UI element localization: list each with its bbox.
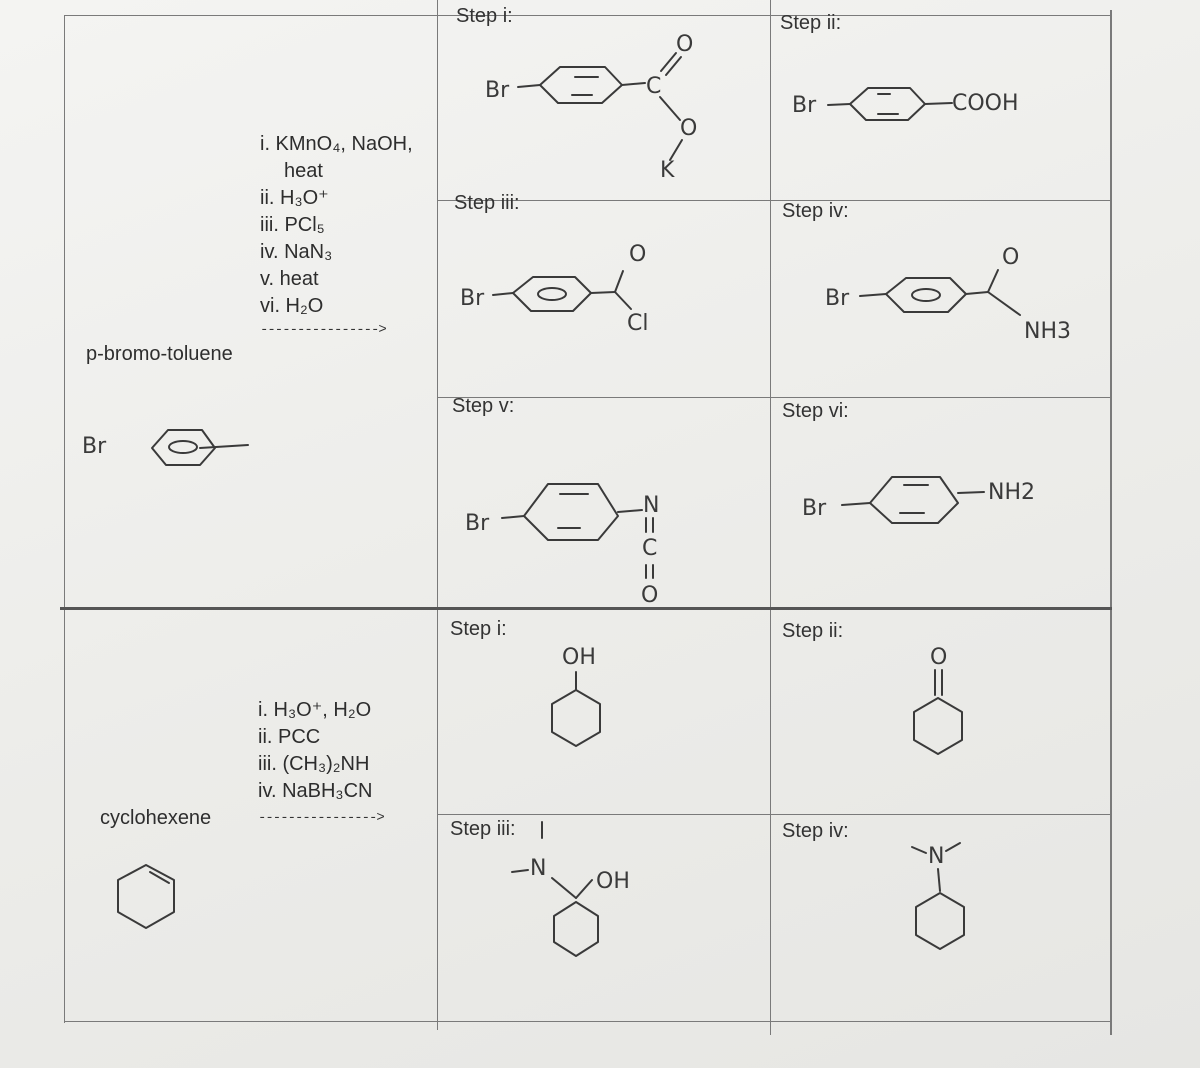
column-divider-2 bbox=[770, 0, 771, 1035]
r2-step-iii-label: Step iii: bbox=[450, 818, 516, 840]
reagent-line: i. H₃O⁺, H₂O bbox=[258, 699, 372, 721]
r1-step-i-label: Step i: bbox=[456, 5, 513, 27]
r1-step-iii-label: Step iii: bbox=[454, 192, 520, 214]
r2-step-ii-label: Step ii: bbox=[782, 620, 844, 642]
outer-top-border bbox=[64, 15, 1112, 16]
r1-step-ii-label: Step ii: bbox=[780, 12, 842, 34]
mol-atom-label: Br bbox=[485, 78, 510, 103]
r1-step-vi-structure bbox=[800, 465, 1060, 535]
r2-step-ii-structure bbox=[900, 640, 980, 760]
mol-atom-label: Br bbox=[792, 93, 817, 118]
reagent-line: i. KMnO₄, NaOH, bbox=[260, 133, 413, 155]
r2-step-iv-label: Step iv: bbox=[782, 820, 849, 842]
mol-atom-label: N bbox=[530, 856, 547, 881]
mol-atom-label: O bbox=[641, 583, 659, 608]
r2-step-iii-structure bbox=[500, 820, 640, 960]
reaction2-arrow: ----------------> bbox=[258, 810, 384, 826]
mol-atom-label: O bbox=[930, 645, 948, 670]
row-divider-2 bbox=[437, 397, 1110, 398]
mol-atom-label: Br bbox=[82, 434, 107, 459]
mol-atom-label: C bbox=[646, 74, 662, 99]
column-divider-1 bbox=[437, 0, 438, 1030]
r1-step-iii-structure bbox=[455, 235, 675, 335]
mol-atom-label: Br bbox=[460, 286, 485, 311]
reagent-line: ii. PCC bbox=[258, 726, 321, 748]
reaction1-start-name: p-bromo-toluene bbox=[86, 343, 233, 365]
r1-step-ii-structure bbox=[790, 80, 1050, 130]
r2-step-i-label: Step i: bbox=[450, 618, 507, 640]
outer-right-border bbox=[1110, 10, 1112, 1035]
row-divider-1 bbox=[437, 200, 1110, 201]
mol-atom-label: K bbox=[660, 158, 675, 183]
reaction2-reagents bbox=[258, 697, 372, 805]
p-bromotoluene-structure bbox=[80, 420, 250, 470]
r1-step-iv-label: Step iv: bbox=[782, 200, 849, 222]
mol-atom-label: Cl bbox=[627, 311, 649, 336]
mol-atom-label: O bbox=[680, 116, 698, 141]
cyclohexene-structure bbox=[108, 860, 188, 940]
reagent-line: iv. NaN₃ bbox=[260, 241, 333, 263]
reagent-line: iii. (CH₃)₂NH bbox=[258, 753, 370, 775]
mol-atom-label: NH2 bbox=[988, 480, 1035, 505]
mol-atom-label: O bbox=[1002, 245, 1020, 270]
outer-bottom-border bbox=[64, 1021, 1112, 1022]
r2-step-iv-structure bbox=[900, 835, 980, 975]
reagent-line: v. heat bbox=[260, 268, 319, 290]
mol-atom-label: Br bbox=[802, 496, 827, 521]
reagent-line: iv. NaBH₃CN bbox=[258, 780, 373, 802]
mol-atom-label: COOH bbox=[952, 91, 1019, 116]
mol-atom-label: N bbox=[928, 844, 945, 869]
mol-atom-label: Br bbox=[465, 511, 490, 536]
mol-atom-label: NH3 bbox=[1024, 319, 1071, 344]
row-divider-3 bbox=[437, 814, 1110, 815]
reagent-line: vi. H₂O bbox=[260, 295, 324, 317]
reaction2-start-name: cyclohexene bbox=[100, 807, 212, 829]
reagent-line: iii. PCl₅ bbox=[260, 214, 325, 236]
mol-atom-label: OH bbox=[562, 645, 596, 670]
outer-left-border bbox=[64, 15, 65, 1023]
mol-atom-label: OH bbox=[596, 869, 630, 894]
r1-step-vi-label: Step vi: bbox=[782, 400, 849, 422]
mol-atom-label: O bbox=[676, 32, 694, 57]
reaction1-reagents bbox=[260, 131, 413, 320]
mol-atom-label: Br bbox=[825, 286, 850, 311]
r2-step-i-structure bbox=[540, 640, 620, 750]
r1-step-v-label: Step v: bbox=[452, 395, 515, 417]
reaction1-arrow: ----------------> bbox=[260, 322, 386, 338]
mol-atom-label: C bbox=[642, 536, 658, 561]
mol-atom-label: O bbox=[629, 242, 647, 267]
r1-step-iv-structure bbox=[820, 240, 1080, 350]
mol-atom-label: N bbox=[643, 493, 660, 518]
reagent-line: heat bbox=[284, 160, 323, 182]
reagent-line: ii. H₃O⁺ bbox=[260, 187, 329, 209]
r1-step-v-structure bbox=[460, 470, 690, 615]
r1-step-i-structure bbox=[480, 32, 720, 185]
